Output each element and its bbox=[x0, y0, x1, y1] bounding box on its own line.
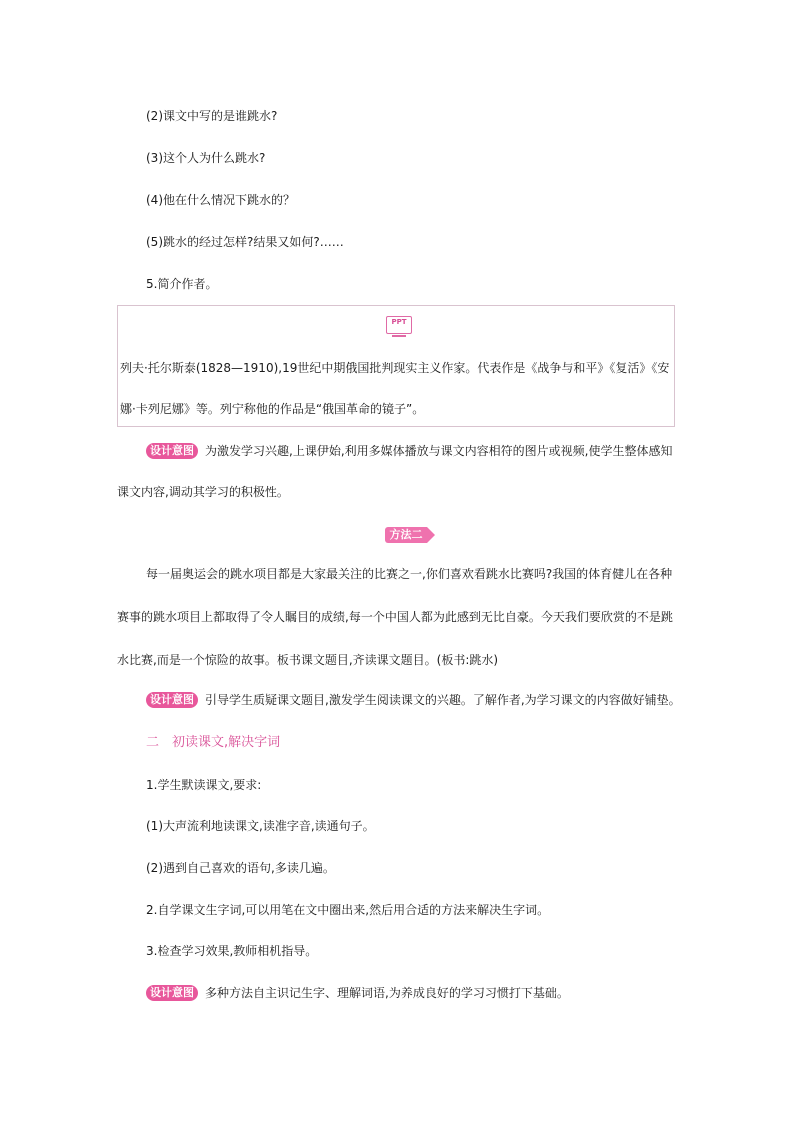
intent-1-line-2: 课文内容,调动其学习的积极性。 bbox=[117, 485, 289, 499]
method-2-line-3: 水比赛,而是一个惊险的故事。板书课文题目,齐读课文题目。(板书:跳水) bbox=[117, 653, 499, 667]
ppt-icon-base bbox=[392, 335, 406, 337]
question-5: (5)跳水的经过怎样?结果又如何?…… bbox=[146, 235, 344, 249]
section-2-item-2: 2.自学课文生字词,可以用笔在文中圈出来,然后用合适的方法来解决生字词。 bbox=[146, 903, 550, 917]
intent-1-line-1: 为激发学习兴趣,上课伊始,利用多媒体播放与课文内容相符的图片或视频,使学生整体感知 bbox=[205, 444, 673, 458]
ppt-icon bbox=[386, 316, 412, 334]
design-intent-badge-3: 设计意图 bbox=[146, 985, 198, 1001]
ppt-text-line-1: 列夫·托尔斯泰(1828—1910),19世纪中期俄国批判现实主义作家。代表作是《战争与和平》《复活》《安 bbox=[120, 361, 670, 375]
method-2-line-2: 赛事的跳水项目上都取得了令人瞩目的成绩,每一个中国人都为此感到无比自豪。今天我们要欣赏的不是跳 bbox=[117, 610, 673, 624]
ppt-text-line-2: 娜·卡列尼娜》等。列宁称他的作品是“俄国革命的镜子”。 bbox=[120, 402, 425, 416]
section-2-item-1: 1.学生默读课文,要求: bbox=[146, 778, 262, 792]
section-2-sub-2: (2)遇到自己喜欢的语句,多读几遍。 bbox=[146, 861, 335, 875]
design-intent-badge-1: 设计意图 bbox=[146, 443, 198, 459]
section-2-heading: 二 初读课文,解决字词 bbox=[146, 735, 281, 750]
question-4: (4)他在什么情况下跳水的？ bbox=[146, 193, 295, 207]
method-2-line-1: 每一届奥运会的跳水项目都是大家最关注的比赛之一,你们喜欢看跳水比赛吗?我国的体育健儿在各种 bbox=[146, 567, 673, 581]
ppt-box bbox=[117, 305, 675, 427]
intent-2-text: 引导学生质疑课文题目,激发学生阅读课文的兴趣。了解作者,为学习课文的内容做好铺垫。 bbox=[205, 693, 681, 707]
design-intent-badge-2: 设计意图 bbox=[146, 692, 198, 708]
question-3: (3)这个人为什么跳水? bbox=[146, 151, 266, 165]
section-2-item-3: 3.检查学习效果,教师相机指导。 bbox=[146, 944, 318, 958]
item-5-author-intro: 5.简介作者。 bbox=[146, 277, 218, 291]
method-2-badge: 方法二 bbox=[385, 527, 427, 543]
section-2-sub-1: (1)大声流利地读课文,读准字音,读通句子。 bbox=[146, 819, 375, 833]
question-2: (2)课文中写的是谁跳水? bbox=[146, 109, 278, 123]
ppt-icon-label: PPT bbox=[391, 318, 407, 326]
intent-3-text: 多种方法自主识记生字、理解词语,为养成良好的学习习惯打下基础。 bbox=[205, 986, 569, 1000]
